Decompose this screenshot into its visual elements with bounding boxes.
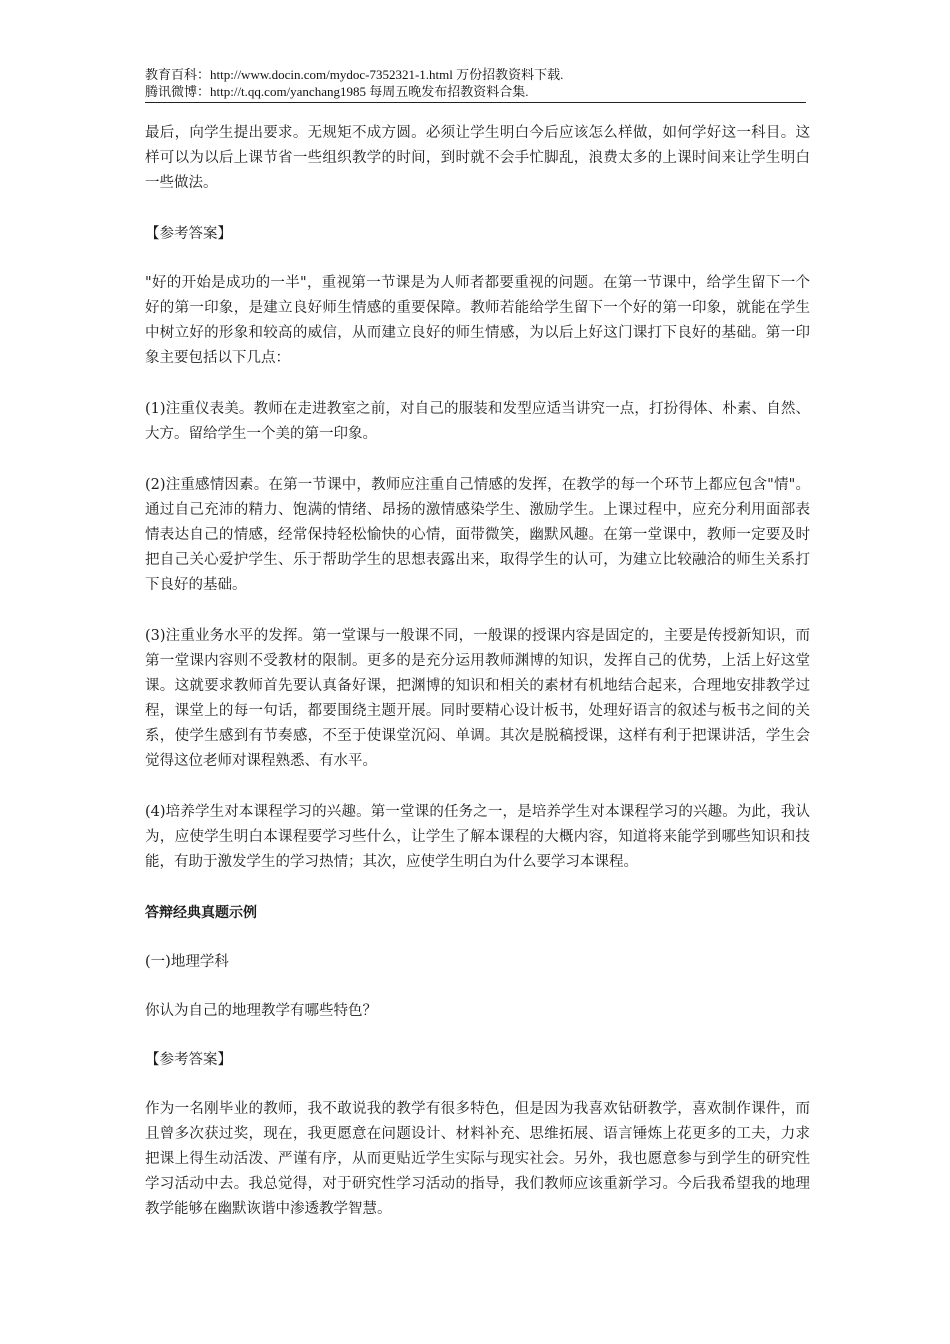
subject-label: (一)地理学科 (145, 954, 229, 970)
paragraph-point-4: (4)培养学生对本课程学习的兴趣。第一堂课的任务之一，是培养学生对本课程学习的兴趣。为此，我认为，应使学生明白本课程要学习些什么，让学生了解本课程的大概内容，知道将来能学到哪些知识和技能，有助于激发学生的学习热情；其次，应使学生明白为什么要学习本课程。 (145, 804, 810, 870)
paragraph-geography-answer: 作为一名刚毕业的教师，我不敢说我的教学有很多特色，但是因为我喜欢钻研教学，喜欢制作课件，而且曾多次获过奖，现在，我更愿意在问题设计、材料补充、思维拓展、语言锤炼上花更多的工夫，力求把课上得生动活泼、严谨有序，从而更贴近学生实际与现实社会。另外，我也愿意参与到学生的研究性学习活动中去。我总觉得，对于研究性学习活动的指导，我们教师应该重新学习。今后我希望我的地理教学能够在幽默诙谐中渗透教学智慧。 (145, 1101, 810, 1217)
reference-answer-label: 【参考答案】 (145, 226, 232, 242)
page-header (145, 66, 806, 103)
header-line-encyclopedia: 教育百科：http://www.docin.com/mydoc-7352321-1.html 万份招教资料下载. (145, 67, 564, 82)
paragraph-point-2: (2)注重感情因素。在第一节课中，教师应注重自己情感的发挥，在教学的每一个环节上都应包含"情"。通过自己充沛的精力、饱满的情绪、昂扬的激情感染学生、激励学生。上课过程中，应充分利用面部表情表达自己的情感，经常保持轻松愉快的心情，面带微笑，幽默风趣。在第一堂课中，教师一定要及时把自己关心爱护学生、乐于帮助学生的思想表露出来，取得学生的认可，为建立比较融洽的师生关系打下良好的基础。 (145, 477, 810, 593)
reference-answer-label-2: 【参考答案】 (145, 1052, 232, 1068)
document-body (145, 121, 810, 1248)
paragraph-first-impression: "好的开始是成功的一半"，重视第一节课是为人师者都要重视的问题。在第一节课中，给学生留下一个好的第一印象，是建立良好师生情感的重要保障。教师若能给学生留下一个好的第一印象，就能在学生中树立好的形象和较高的威信，从而建立良好的师生情感，为以后上好这门课打下良好的基础。第一印象主要包括以下几点： (145, 275, 810, 366)
paragraph-point-1: (1)注重仪表美。教师在走进教室之前，对自己的服装和发型应适当讲究一点，打扮得体、朴素、自然、大方。留给学生一个美的第一印象。 (145, 401, 810, 442)
question-text: 你认为自己的地理教学有哪些特色？ (145, 1003, 377, 1019)
header-line-weibo: 腾讯微博：http://t.qq.com/yanchang1985 每周五晚发布招教资料合集. (145, 84, 529, 99)
paragraph-requirements: 最后，向学生提出要求。无规矩不成方圆。必须让学生明白今后应该怎么样做，如何学好这一科目。这样可以为以后上课节省一些组织教学的时间，到时就不会手忙脚乱，浪费太多的上课时间来让学生明白一些做法。 (145, 125, 810, 191)
paragraph-point-3: (3)注重业务水平的发挥。第一堂课与一般课不同，一般课的授课内容是固定的，主要是传授新知识，而第一堂课内容则不受教材的限制。更多的是充分运用教师渊博的知识，发挥自己的优势，上活上好这堂课。这就要求教师首先要认真备好课，把渊博的知识和相关的素材有机地结合起来，合理地安排教学过程，课堂上的每一句话，都要围绕主题开展。同时要精心设计板书，处理好语言的叙述与板书之间的关系，使学生感到有节奏感，不至于使课堂沉闷、单调。其次是脱稿授课，这样有利于把课讲活，学生会觉得这位老师对课程熟悉、有水平。 (145, 628, 810, 769)
section-heading: 答辩经典真题示例 (145, 905, 257, 921)
